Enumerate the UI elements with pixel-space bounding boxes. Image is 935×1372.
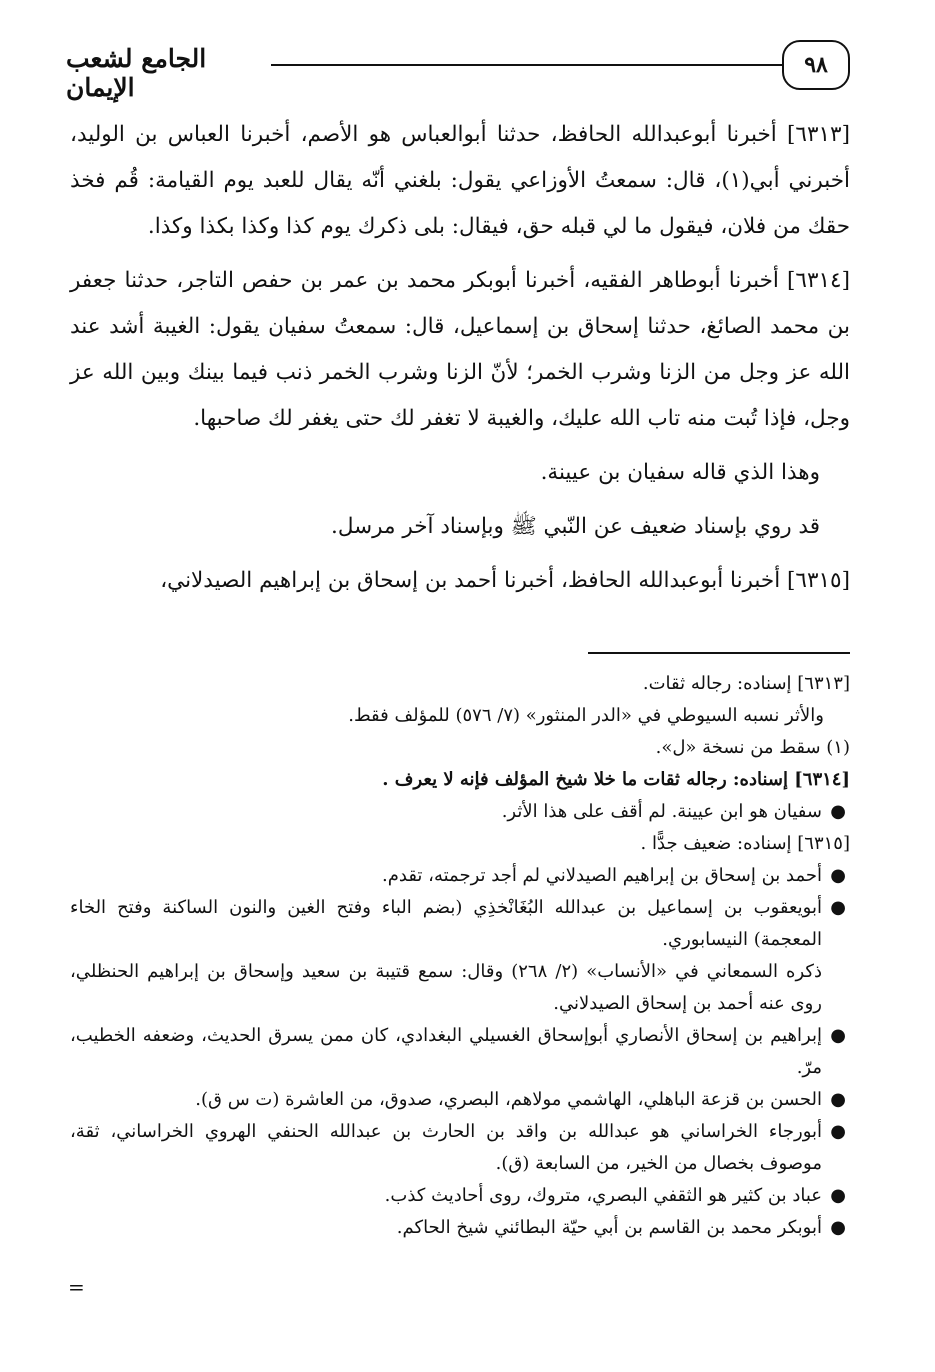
bullet-icon: ● — [830, 1025, 846, 1046]
page-number: ٩٨ — [804, 52, 828, 78]
paragraph-6315: [٦٣١٥] أخبرنا أبوعبدالله الحافظ، أخبرنا أحمد بن إسحاق بن إبراهيم الصيدلاني، — [160, 568, 850, 593]
main-text — [70, 112, 850, 612]
footnote-6315-isnad: [٦٣١٥] إسناده: ضعيف جدًّا . — [640, 833, 850, 854]
footnote-6315-bullet-1: ● أحمد بن إسحاق بن إبراهيم الصيدلاني لم أجد ترجمته، تقدم. — [70, 860, 850, 892]
paragraph-6313: [٦٣١٣] أخبرنا أبوعبدالله الحافظ، حدثنا أبوالعباس هو الأصم، أخبرنا العباس بن الوليد، أخبرني أبي(١)، قال: سمعتُ الأوزاعي يقول: بلغني أنّه يقال للعبد يوم القيامة: قُم فخذ حقك من فلان، فيقول ما لي قبله حق، فيقال: بلى ذكرك يوم كذا وكذا بكذا وكذا. — [70, 122, 850, 239]
paragraph-comment-2: قد روي بإسناد ضعيف عن النّبي ﷺ وبإسناد آخر مرسل. — [331, 514, 820, 539]
continuation-mark: = — [68, 1275, 85, 1299]
bullet-icon: ● — [830, 1217, 846, 1238]
footnote-separator — [588, 652, 850, 654]
footnotes — [70, 668, 850, 1244]
bullet-icon: ● — [830, 1089, 846, 1110]
bullet-icon: ● — [830, 1185, 846, 1206]
paragraph-comment-1: وهذا الذي قاله سفيان بن عيينة. — [540, 460, 820, 485]
book-title: الجامع لشعب الإيمان — [66, 44, 207, 102]
footnote-6315-bullet-4: ● الحسن بن قزعة الباهلي، الهاشمي مولاهم، البصري، صدوق، من العاشرة (ت س ق). — [70, 1084, 850, 1116]
footnote-1: (١) سقط من نسخة «ل». — [655, 737, 850, 758]
header-rule — [271, 64, 782, 66]
bullet-icon: ● — [830, 1121, 846, 1142]
page-number-box — [782, 40, 850, 90]
footnote-6313-source: والأثر نسبه السيوطي في «الدر المنثور» (٧/ ٥٧٦) للمؤلف فقط. — [348, 705, 824, 726]
footnote-6315-bullet-5: ● أبورجاء الخراساني هو عبدالله بن واقد بن الحارث بن عبدالله الحنفي الهروي الخراساني، ثقة، موصوف بخصال من الخير، من السابعة (ق). — [70, 1116, 850, 1180]
footnote-6315-bullet-2-cont: ذكره السمعاني في «الأنساب» (٢/ ٢٦٨) وقال: سمع قتيبة بن سعيد وإسحاق بن إبراهيم الحنظلي، روى عنه أحمد بن إسحاق الصيدلاني. — [70, 961, 822, 1014]
bullet-icon: ● — [830, 801, 846, 822]
footnote-6315-bullet-3: ● إبراهيم بن إسحاق الأنصاري أبوإسحاق الغسيلي البغدادي، كان ممن يسرق الحديث، وضعفه الخطيب، مرّ. — [70, 1020, 850, 1084]
footnote-6314-bullet: ● سفيان هو ابن عيينة. لم أقف على هذا الأثر. — [70, 796, 850, 828]
footnote-6314-isnad: [٦٣١٤] إسناده: رجاله ثقات ما خلا شيخ المؤلف فإنه لا يعرف . — [382, 769, 850, 790]
footnote-6315-bullet-6: ● عباد بن كثير هو الثقفي البصري، متروك، روى أحاديث كذب. — [70, 1180, 850, 1212]
page-header — [66, 38, 850, 102]
footnote-6315-bullet-7: ● أبوبكر محمد بن القاسم بن أبي حيّة البطائني شيخ الحاكم. — [70, 1212, 850, 1244]
footnote-6315-bullet-2: ● أبويعقوب بن إسماعيل بن عبدالله البُغَانْخذِي (بضم الباء وفتح الغين والنون الساكنة وفتح الخاء المعجمة) النيسابوري. — [70, 892, 850, 956]
bullet-icon: ● — [830, 897, 846, 918]
paragraph-6314: [٦٣١٤] أخبرنا أبوطاهر الفقيه، أخبرنا أبوبكر محمد بن عمر بن حفص التاجر، حدثنا جعفر بن محمد الصائغ، حدثنا إسحاق بن إسماعيل، قال: سمعتُ سفيان يقول: الغيبة أشد عند الله عز وجل من الزنا وشرب الخمر؛ لأنّ الزنا وشرب الخمر ذنب فيما بينك وبين الله عز وجل، فإذا تُبت منه تاب الله عليك، والغيبة لا تغفر لك حتى يغفر لك صاحبها. — [70, 268, 850, 431]
bullet-icon: ● — [830, 865, 846, 886]
footnote-6313-isnad: [٦٣١٣] إسناده: رجاله ثقات. — [642, 673, 850, 694]
